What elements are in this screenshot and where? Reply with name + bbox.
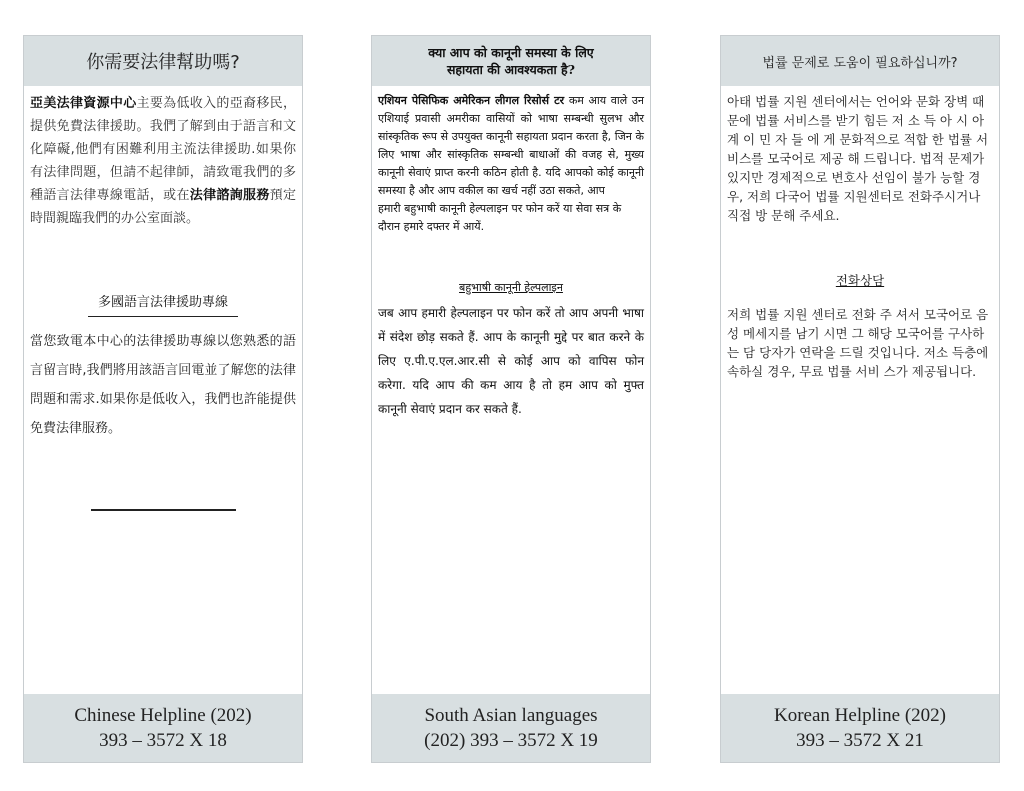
korean-panel-body [721,86,999,694]
chinese-footer-line2: 393 – 3572 X 18 [99,730,227,751]
hindi-panel [371,35,651,763]
hindi-intro-paragraph [378,92,644,200]
chinese-panel-title: 你需要法律幫助嗎? [24,36,302,86]
korean-footer-line2: 393 – 3572 X 21 [796,730,924,751]
chinese-panel [23,35,303,763]
hindi-title-line1: क्या आप को कानूनी समस्या के लिए [428,45,594,60]
hindi-footer [372,694,650,762]
korean-intro-paragraph: 아태 법률 지원 센터에서는 언어와 문화 장벽 때문에 법률 서비스를 받기 힘든 저 소 득 아 시 아 계 이 민 자 들 에 게 문화적으로 적합 한 법률 서비스를 모국어로 제공 해 드립니다. 법적 문제가 있지만 경제적으로 변호사 선임이 불가 능할 경우, 저희 다국어 법률 지원센터로 전화주시거나 직접 방 문해 주세요. [727,94,989,223]
hindi-intro-text: कम आय वाले उन एशियाई प्रवासी अमरीका वासियों को भाषा सम्बन्धी सुलभ और सांस्कृतिक रूप से उपयुक्त कानूनी सहायता प्रदान करता है, जिन के लिए भाषा और सांस्कृतिक सम्बन्धी बाधाओं की वजह से, मुख्य कानूनी सेवाएं प्राप्त करनी कठिन होती है. यदि आपको कोई कानूनी समस्या है और आप वकील का खर्च नहीं उठा सकते, आप [378,94,645,197]
hindi-title-line2: सहायता की आवश्यकता है? [446,62,576,77]
chinese-subheading-text: 多國語言法律援助專線 [88,294,238,317]
chinese-subheading [30,294,296,317]
korean-helpline-text: 저희 법률 지원 센터로 전화 주 셔서 모국어로 음성 메세지를 남기 시면 그 해당 모국어를 구사하는 담 당자가 연락을 드릴 것입니다. 저소 득층에 속하실 경우, 무료 법률 서비 스가 제공됩니다. [727,307,989,379]
hindi-org-name: एशियन पेसिफिक अमेरिकन लीगल रिसोर्स टर [378,94,565,107]
chinese-org-name: 亞美法律資源中心 [30,96,137,111]
hindi-intro-continued: हमारी बहुभाषी कानूनी हेल्पलाइन पर फोन करें या सेवा सत्र के दौरान हमारे दफ्तर में आयें. [378,202,622,233]
chinese-footer [24,694,302,762]
hindi-panel-body [372,86,650,694]
hindi-helpline-text: जब आप हमारी हेल्पलाइन पर फोन करें तो आप अपनी भाषा में संदेश छोड़ सकते हैं. आप के कानूनी मुद्दे पर बात करने के लिए ए.पी.ए.एल.आर.सी से कोई आप को वापिस फोन करेगा. यदि आप की कम आय है तो हम आप को मुफ्त कानूनी सेवाएं प्रदान कर सकते हैं. [378,306,644,416]
korean-panel [720,35,1000,763]
korean-subheading-text: 전화상담 [835,273,885,288]
korean-subheading [727,271,993,289]
chinese-intro-end: 預定時間親臨我們的办公室面談。 [30,188,296,226]
korean-footer [721,694,999,762]
hindi-subheading [378,280,644,295]
hindi-footer-line2: (202) 393 – 3572 X 19 [424,730,598,751]
hindi-panel-title [372,36,650,86]
chinese-intro-text: 主要為低收入的亞裔移民，提供免費法律援助。我們了解到由于語言和文化障礙,他們有困難利用主流法律援助.如果你有法律問題，但請不起律師，請致電我們的多種語言法律專線電話，或在 [30,96,296,203]
korean-panel-title: 법률 문제로 도움이 필요하십니까? [721,36,999,86]
korean-footer-line1: Korean Helpline (202) [774,705,946,726]
hindi-subheading-text: बहुभाषी कानूनी हेल्पलाइन [459,281,563,294]
chinese-intro-bold: 法律諮詢服務 [189,188,270,203]
chinese-divider [91,509,236,511]
chinese-panel-body [24,86,302,694]
chinese-footer-line1: Chinese Helpline (202) [74,705,252,726]
chinese-intro-paragraph [30,92,296,230]
chinese-helpline-text: 當您致電本中心的法律援助專線以您熟悉的語言留言時,我們將用該語言回電並了解您的法律問題和需求.如果你是低收入，我們也許能提供免費法律服務。 [30,334,296,436]
hindi-footer-line1: South Asian languages [424,705,598,726]
